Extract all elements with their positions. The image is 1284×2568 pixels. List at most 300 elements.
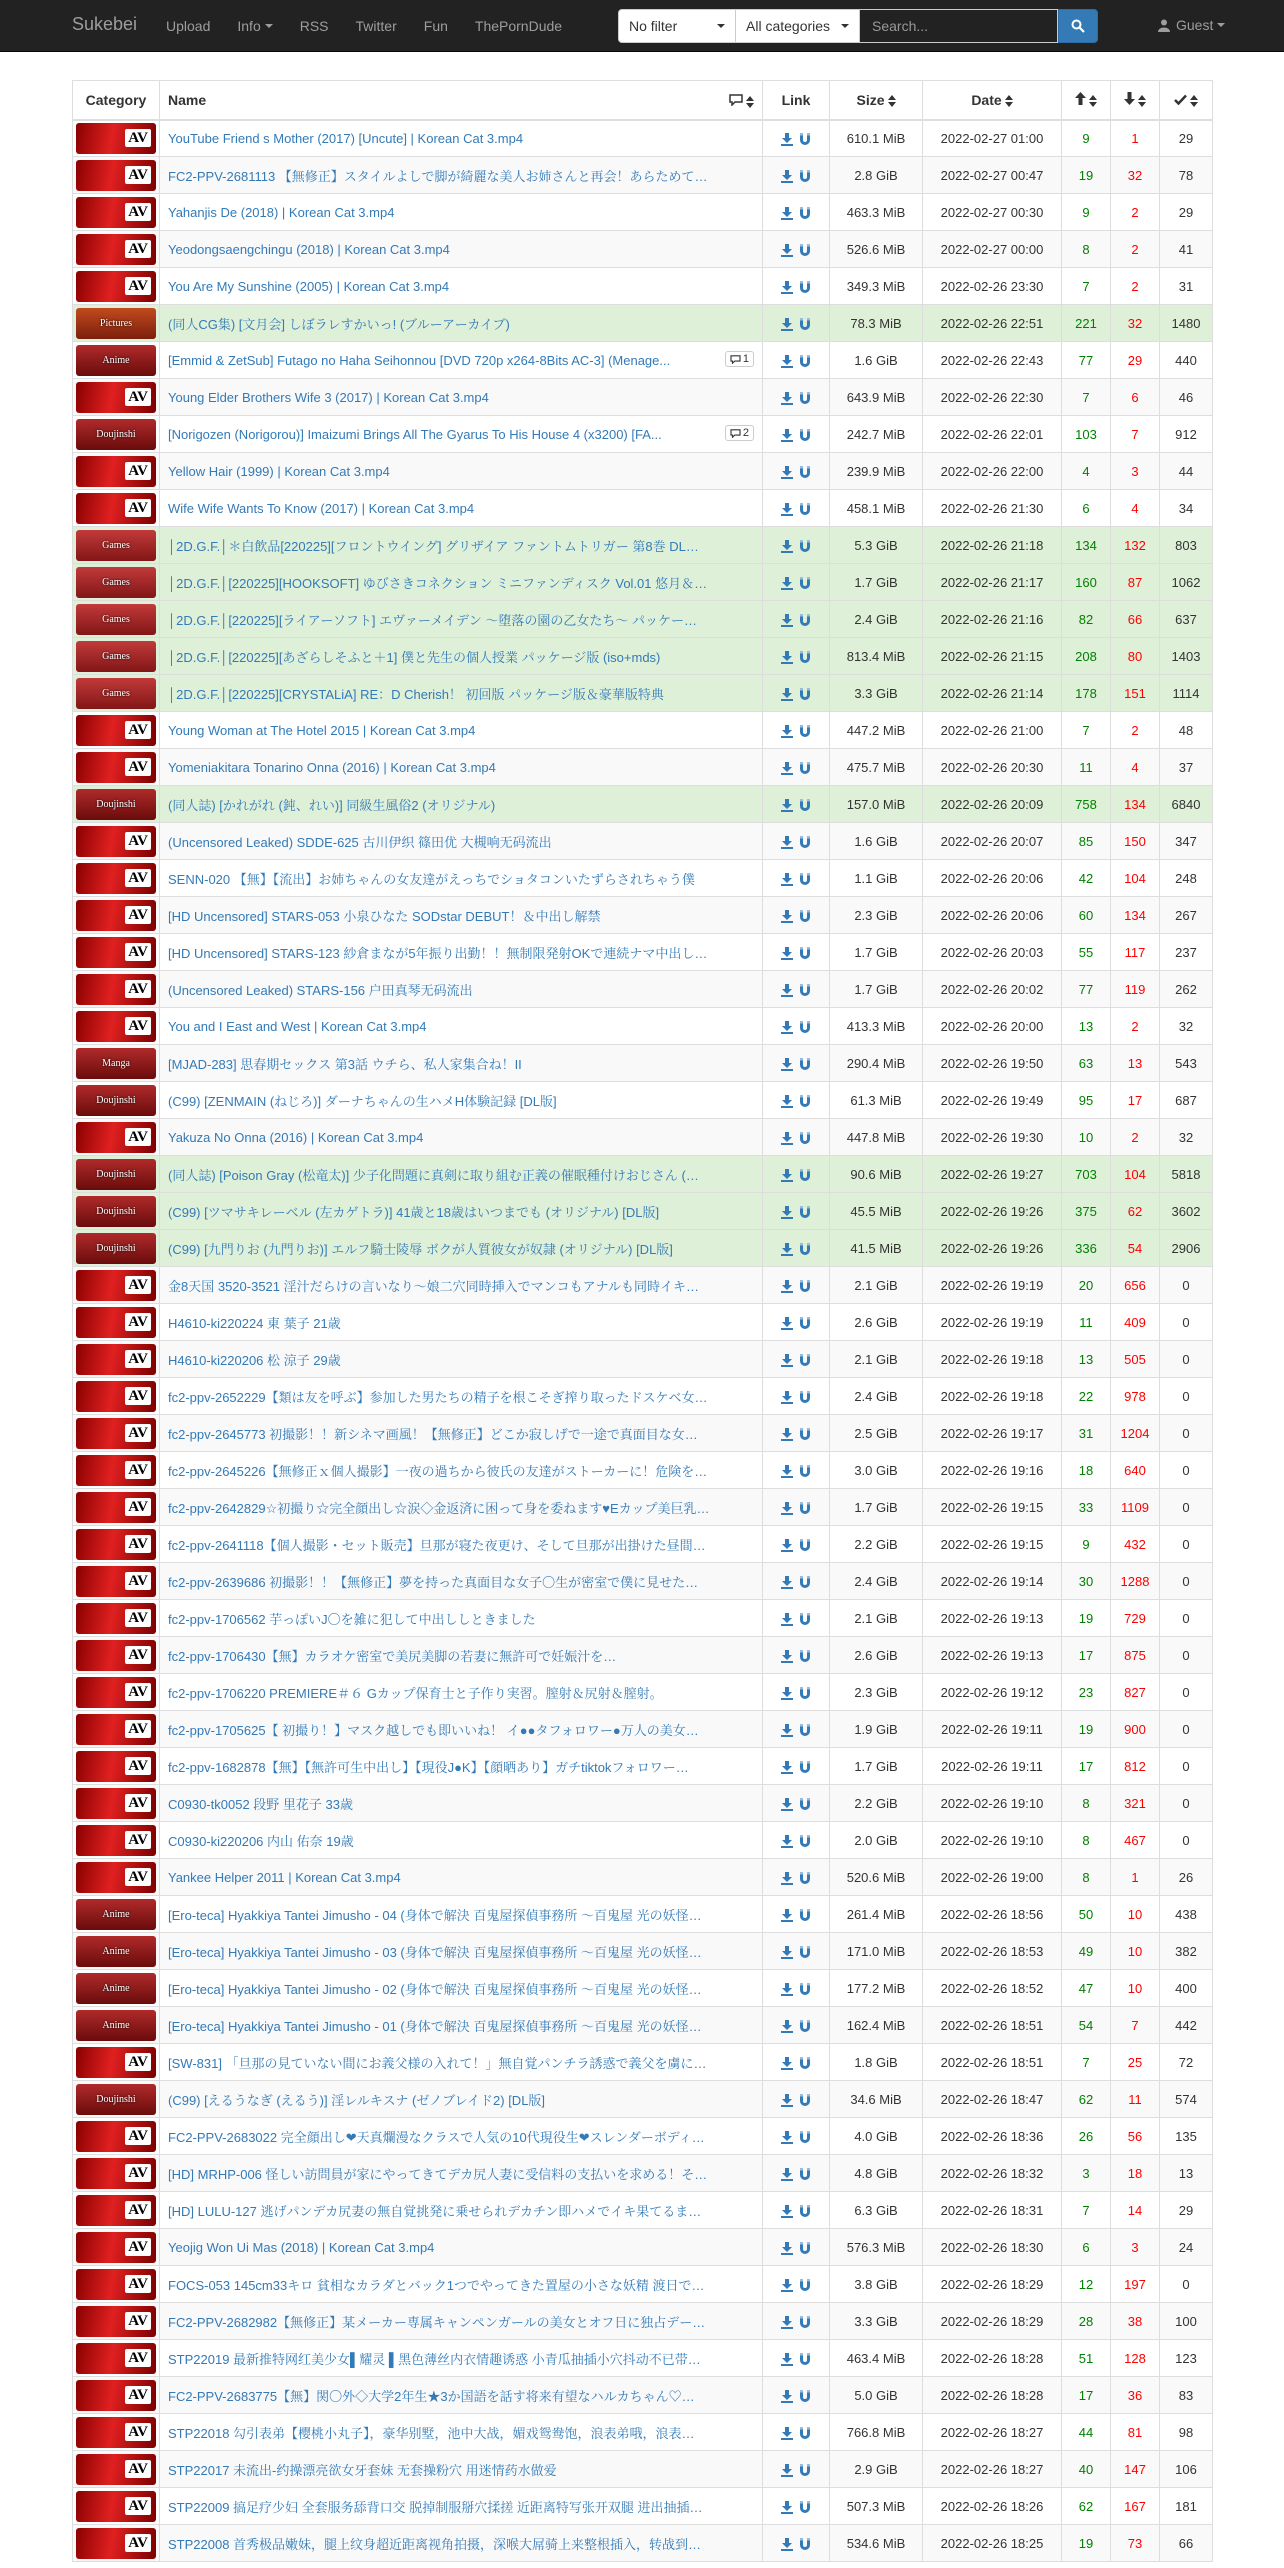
magnet-icon[interactable]: [799, 2501, 811, 2514]
category-badge[interactable]: [76, 456, 156, 487]
category-badge[interactable]: [76, 160, 156, 191]
nav-rss[interactable]: RSS: [299, 18, 329, 34]
category-badge[interactable]: [76, 974, 156, 1005]
category-badge[interactable]: [76, 1640, 156, 1671]
download-icon[interactable]: [781, 651, 793, 664]
category-badge[interactable]: [76, 1159, 156, 1190]
download-icon[interactable]: [781, 725, 793, 738]
torrent-name-link[interactable]: │2D.G.F.│＊白飲品[220225][フロントウイング] グリザイア ファントムトリガー 第8巻 DL…: [168, 538, 699, 554]
download-icon[interactable]: [781, 207, 793, 220]
completed-cell: 912: [1160, 416, 1213, 453]
torrent-name-link[interactable]: STP22009 搞足疗少妇 全套服务舔背口交 脱掉制服掰穴揉搓 近距离特写张开双腿 进出抽插…: [168, 2499, 703, 2515]
category-badge[interactable]: [76, 2306, 156, 2337]
download-icon[interactable]: [781, 2131, 793, 2144]
magnet-icon[interactable]: [799, 1465, 811, 1478]
category-badge[interactable]: [76, 2195, 156, 2226]
download-icon[interactable]: [781, 762, 793, 775]
category-badge[interactable]: [76, 2047, 156, 2078]
header-completed[interactable]: [1160, 81, 1213, 120]
comment-sort[interactable]: [729, 93, 754, 109]
category-badge[interactable]: [76, 1011, 156, 1042]
download-icon[interactable]: [781, 133, 793, 146]
comments-badge[interactable]: [725, 351, 754, 367]
header-seeders[interactable]: [1062, 81, 1111, 120]
download-icon[interactable]: [781, 281, 793, 294]
category-badge[interactable]: [76, 1936, 156, 1967]
category-badge[interactable]: [76, 1270, 156, 1301]
torrent-name-link[interactable]: FC2-PPV-2683022 完全顔出し❤天真爛漫なクラスで人気の10代現役生❤スレンダーボディ…: [168, 2129, 705, 2145]
magnet-icon[interactable]: [799, 651, 811, 664]
torrent-name-link[interactable]: [Ero-teca] Hyakkiya Tantei Jimusho - 03 (身体で解決 百鬼屋探偵事務所 ～百鬼屋 光の妖怪…: [168, 1944, 702, 1960]
torrent-name-link[interactable]: FOCS-053 145cm33キロ 貧相なカラダとバック1つでやってきた置屋の小さな妖精 渡日で…: [168, 2277, 705, 2293]
category-badge[interactable]: [76, 1344, 156, 1375]
category-badge[interactable]: [76, 863, 156, 894]
torrent-name-link[interactable]: [Ero-teca] Hyakkiya Tantei Jimusho - 01 (身体で解決 百鬼屋探偵事務所 ～百鬼屋 光の妖怪…: [168, 2018, 702, 2034]
magnet-icon[interactable]: [799, 2131, 811, 2144]
download-icon[interactable]: [781, 688, 793, 701]
magnet-icon[interactable]: [799, 2057, 811, 2070]
download-icon[interactable]: [781, 2316, 793, 2329]
category-badge[interactable]: [76, 419, 156, 450]
download-icon[interactable]: [781, 540, 793, 553]
torrent-name-link[interactable]: fc2-ppv-2645226【無修正ｘ個人撮影】一夜の過ちから彼氏の友達がストーカーに！危険を…: [168, 1463, 708, 1479]
category-badge[interactable]: [76, 2010, 156, 2041]
torrent-name-link[interactable]: Wife Wife Wants To Know (2017) | Korean Cat 3.mp4: [168, 500, 475, 516]
category-badge[interactable]: [76, 234, 156, 265]
size-cell: 3.8 GiB: [830, 2266, 923, 2303]
download-icon[interactable]: [781, 1206, 793, 1219]
download-icon[interactable]: [781, 1465, 793, 1478]
category-badge[interactable]: [76, 1862, 156, 1893]
torrent-name-link[interactable]: │2D.G.F.│[220225][CRYSTALiA] RE：D Cherish！ 初回版 パッケージ版＆豪華版特典: [168, 686, 664, 702]
brand-logo[interactable]: Sukebei: [72, 14, 138, 34]
user-menu[interactable]: [1158, 17, 1225, 33]
torrent-name-link[interactable]: fc2-ppv-1706220 PREMIERE＃６ Gカップ保育士と子作り実習。膣射＆尻射＆膣射。: [168, 1685, 663, 1701]
download-icon[interactable]: [781, 1613, 793, 1626]
magnet-icon[interactable]: [799, 2316, 811, 2329]
download-icon[interactable]: [781, 2390, 793, 2403]
magnet-icon[interactable]: [799, 1909, 811, 1922]
download-icon[interactable]: [781, 1132, 793, 1145]
magnet-icon[interactable]: [799, 1354, 811, 1367]
download-icon[interactable]: [781, 244, 793, 257]
link-cell: [763, 1304, 830, 1341]
header-leechers[interactable]: [1111, 81, 1160, 120]
magnet-icon[interactable]: [799, 2168, 811, 2181]
magnet-icon[interactable]: [799, 688, 811, 701]
magnet-icon[interactable]: [799, 614, 811, 627]
magnet-icon[interactable]: [799, 1983, 811, 1996]
download-icon[interactable]: [781, 577, 793, 590]
category-badge[interactable]: [76, 2158, 156, 2189]
category-badge[interactable]: [76, 2343, 156, 2374]
category-badge[interactable]: [76, 752, 156, 783]
torrent-name-link[interactable]: You Are My Sunshine (2005) | Korean Cat 3.mp4: [168, 278, 450, 294]
magnet-icon[interactable]: [799, 799, 811, 812]
category-badge[interactable]: [76, 1048, 156, 1079]
magnet-icon[interactable]: [799, 355, 811, 368]
torrent-name-link[interactable]: FC2-PPV-2682982【無修正】某メーカー専属キャンペンガールの美女とオフ日に独占デー…: [168, 2314, 706, 2330]
category-badge[interactable]: [76, 123, 156, 154]
download-icon[interactable]: [781, 1391, 793, 1404]
download-icon[interactable]: [781, 2094, 793, 2107]
torrent-name-link[interactable]: (C99) [ツマサキレーベル (左カゲトラ)] 41歳と18歳はいつまでも (オリジナル) [DL版]: [168, 1204, 660, 1220]
magnet-icon[interactable]: [799, 873, 811, 886]
category-badge[interactable]: [76, 1603, 156, 1634]
category-badge[interactable]: [76, 2417, 156, 2448]
download-icon[interactable]: [781, 1169, 793, 1182]
download-icon[interactable]: [781, 1946, 793, 1959]
category-badge[interactable]: [76, 2491, 156, 2522]
torrent-name-link[interactable]: [Emmid & ZetSub] Futago no Haha Seihonnou [DVD 720p x264-8Bits AC-3] (Menage...: [168, 352, 671, 368]
torrent-name-link[interactable]: 金8天国 3520-3521 淫汁だらけの言いなり～娘二穴同時挿入でマンコもアナルも同時イキ…: [168, 1278, 699, 1294]
leechers-cell: 1204: [1111, 1415, 1160, 1452]
torrent-name-link[interactable]: YouTube Friend s Mother (2017) [Uncute] | Korean Cat 3.mp4: [168, 130, 524, 146]
magnet-icon[interactable]: [799, 1650, 811, 1663]
category-badge[interactable]: [76, 1566, 156, 1597]
download-icon[interactable]: [781, 836, 793, 849]
category-badge[interactable]: [76, 567, 156, 598]
torrent-name-link[interactable]: C0930-tk0052 段野 里花子 33歳: [168, 1796, 353, 1812]
magnet-icon[interactable]: [799, 170, 811, 183]
magnet-icon[interactable]: [799, 1391, 811, 1404]
download-icon[interactable]: [781, 1021, 793, 1034]
torrent-name-link[interactable]: fc2-ppv-2652229【類は友を呼ぶ】参加した男たちの精子を根こそぎ搾り取ったドスケベ女…: [168, 1389, 708, 1405]
completed-cell: 0: [1160, 1267, 1213, 1304]
torrent-name-link[interactable]: Yeojig Won Ui Mas (2018) | Korean Cat 3.mp4: [168, 2239, 435, 2255]
category-badge[interactable]: [76, 2454, 156, 2485]
torrent-name-link[interactable]: (同人誌) [かれがれ (鈍、れい)] 同級生風俗2 (オリジナル): [168, 797, 496, 813]
download-icon[interactable]: [781, 1539, 793, 1552]
category-badge[interactable]: [76, 308, 156, 339]
search-input[interactable]: Search...: [860, 9, 1058, 43]
magnet-icon[interactable]: [799, 244, 811, 257]
torrent-name-link[interactable]: STP22008 首秀极品嫩妹，腿上纹身超近距离视角拍摄，深喉大屌骑上来整根插入，转战到…: [168, 2536, 702, 2552]
download-icon[interactable]: [781, 1687, 793, 1700]
filter-select[interactable]: [618, 9, 736, 43]
torrent-name-link[interactable]: [HD Uncensored] STARS-123 紗倉まなが5年振り出勤！！無制限発射OKで連続ナマ中出し…: [168, 945, 708, 961]
magnet-icon[interactable]: [799, 2205, 811, 2218]
download-icon[interactable]: [781, 873, 793, 886]
category-badge[interactable]: [76, 1196, 156, 1227]
torrent-name-link[interactable]: C0930-ki220206 内山 佑奈 19歳: [168, 1833, 354, 1849]
torrent-name-link[interactable]: fc2-ppv-2642829☆初撮り☆完全顔出し☆涙◇金返済に困って身を委ねます♥Eカップ美巨乳…: [168, 1500, 710, 1516]
magnet-icon[interactable]: [799, 1539, 811, 1552]
magnet-icon[interactable]: [799, 540, 811, 553]
category-badge[interactable]: [76, 2084, 156, 2115]
magnet-icon[interactable]: [799, 1132, 811, 1145]
category-badge[interactable]: [76, 2121, 156, 2152]
magnet-icon[interactable]: [799, 1243, 811, 1256]
torrent-name-link[interactable]: fc2-ppv-1706430【無】カラオケ密室で美尻美脚の若妻に無許可で妊娠汁を…: [168, 1648, 617, 1664]
download-icon[interactable]: [781, 503, 793, 516]
category-badge[interactable]: [76, 197, 156, 228]
torrent-name-link[interactable]: FC2-PPV-2683775【無】関〇外◇大学2年生★3か国語を話す将来有望なハルカちゃん♡…: [168, 2388, 695, 2404]
download-icon[interactable]: [781, 1354, 793, 1367]
magnet-icon[interactable]: [799, 429, 811, 442]
header-date[interactable]: [923, 81, 1062, 120]
download-icon[interactable]: [781, 1280, 793, 1293]
magnet-icon[interactable]: [799, 577, 811, 590]
torrent-name-link[interactable]: Yeodongsaengchingu (2018) | Korean Cat 3.mp4: [168, 241, 450, 257]
download-icon[interactable]: [781, 1650, 793, 1663]
torrent-name-link[interactable]: SENN-020 【無】【流出】お姉ちゃんの女友達がえっちでショタコンいたずらされちゃう僕: [168, 871, 695, 887]
comments-badge[interactable]: [725, 425, 754, 441]
torrent-name-link[interactable]: STP22018 勾引表弟【樱桃小丸子】，豪华别墅，池中大战，媚戏鸳鸯饱，浪表弟哦，浪表…: [168, 2425, 695, 2441]
torrent-name-link[interactable]: [SW-831] 「旦那の見ていない間にお義父様の入れて！」無自覚パンチラ誘惑で義父を虜に…: [168, 2055, 707, 2071]
magnet-icon[interactable]: [799, 836, 811, 849]
magnet-icon[interactable]: [799, 947, 811, 960]
category-badge[interactable]: [76, 1307, 156, 1338]
torrent-name-link[interactable]: You and I East and West | Korean Cat 3.mp4: [168, 1018, 427, 1034]
torrent-name-link[interactable]: FC2-PPV-2681113 【無修正】スタイルよしで脚が綺麗な美人お姉さんと再会！あらためて…: [168, 168, 708, 184]
magnet-icon[interactable]: [799, 1502, 811, 1515]
torrent-name-link[interactable]: [Norigozen (Norigorou)] Imaizumi Brings All The Gyarus To His House 4 (x3200) [FA...: [168, 426, 662, 442]
download-icon[interactable]: [781, 1576, 793, 1589]
magnet-icon[interactable]: [799, 2020, 811, 2033]
download-icon[interactable]: [781, 614, 793, 627]
download-icon[interactable]: [781, 2057, 793, 2070]
download-icon[interactable]: [781, 1872, 793, 1885]
magnet-icon[interactable]: [799, 1835, 811, 1848]
magnet-icon[interactable]: [799, 2279, 811, 2292]
category-badge[interactable]: [76, 826, 156, 857]
nav-twitter[interactable]: Twitter: [355, 18, 397, 34]
magnet-icon[interactable]: [799, 1169, 811, 1182]
link-cell: [763, 1415, 830, 1452]
magnet-icon[interactable]: [799, 1095, 811, 1108]
torrent-name-link[interactable]: (Uncensored Leaked) STARS-156 户田真琴无码流出: [168, 982, 473, 998]
magnet-icon[interactable]: [799, 318, 811, 331]
category-badge[interactable]: [76, 715, 156, 746]
category-badge[interactable]: [76, 1899, 156, 1930]
category-badge[interactable]: [76, 900, 156, 931]
download-icon[interactable]: [781, 2205, 793, 2218]
download-icon[interactable]: [781, 355, 793, 368]
download-icon[interactable]: [781, 2020, 793, 2033]
seeders-cell: 8: [1062, 1785, 1111, 1822]
name-cell: [160, 2266, 763, 2303]
category-badge[interactable]: [76, 604, 156, 635]
magnet-icon[interactable]: [799, 1687, 811, 1700]
magnet-icon[interactable]: [799, 2242, 811, 2255]
magnet-icon[interactable]: [799, 392, 811, 405]
magnet-icon[interactable]: [799, 1428, 811, 1441]
name-cell: [160, 675, 763, 712]
torrent-name-link[interactable]: Yahanjis De (2018) | Korean Cat 3.mp4: [168, 204, 395, 220]
magnet-icon[interactable]: [799, 1317, 811, 1330]
magnet-icon[interactable]: [799, 2427, 811, 2440]
torrent-name-link[interactable]: (C99) [九門りお (九門りお)] エルフ騎士陵辱 ボクが人質彼女が奴隷 (オリジナル) [DL版]: [168, 1241, 673, 1257]
magnet-icon[interactable]: [799, 2094, 811, 2107]
torrent-name-link[interactable]: Young Elder Brothers Wife 3 (2017) | Korean Cat 3.mp4: [168, 389, 489, 405]
torrent-name-link[interactable]: [Ero-teca] Hyakkiya Tantei Jimusho - 02 (身体で解決 百鬼屋探偵事務所 ～百鬼屋 光の妖怪…: [168, 1981, 702, 1997]
category-badge[interactable]: [76, 493, 156, 524]
nav-theporndude[interactable]: ThePornDude: [474, 18, 563, 34]
download-icon[interactable]: [781, 910, 793, 923]
download-icon[interactable]: [781, 984, 793, 997]
torrent-name-link[interactable]: Yankee Helper 2011 | Korean Cat 3.mp4: [168, 1869, 401, 1885]
category-badge[interactable]: [76, 345, 156, 376]
download-icon[interactable]: [781, 466, 793, 479]
category-badge[interactable]: [76, 382, 156, 413]
torrent-name-link[interactable]: [HD] LULU-127 逃げパンデカ尻妻の無自覚挑発に乗せられデカチン即ハメでイキ果てるま…: [168, 2203, 702, 2219]
magnet-icon[interactable]: [799, 1872, 811, 1885]
torrent-name-link[interactable]: H4610-ki220206 松 涼子 29歳: [168, 1352, 341, 1368]
download-icon[interactable]: [781, 170, 793, 183]
torrent-name-link[interactable]: (C99) [えるうなぎ (えるう)] 淫レルキスナ (ゼノブレイド2) [DL版]: [168, 2092, 546, 2108]
torrent-name-link[interactable]: Yomeniakitara Tonarino Onna (2016) | Korean Cat 3.mp4: [168, 759, 496, 775]
magnet-icon[interactable]: [799, 1724, 811, 1737]
link-cell: [763, 1896, 830, 1933]
torrent-name-link[interactable]: (同人誌) [Poison Gray (松竜太)] 少子化問題に真剣に取り組む正義の催眠種付けおじさん (…: [168, 1167, 699, 1183]
magnet-icon[interactable]: [799, 1946, 811, 1959]
magnet-icon[interactable]: [799, 1021, 811, 1034]
torrent-name-link[interactable]: fc2-ppv-2645773 初撮影！！新シネマ画風！【無修正】どこか寂しげで一途で真面目な女…: [168, 1426, 698, 1442]
nav-fun[interactable]: Fun: [423, 18, 448, 34]
category-badge[interactable]: [76, 1825, 156, 1856]
torrent-name-link[interactable]: STP22019 最新推特网红美少女▌耀灵 ▌黑色薄丝内衣情趣诱惑 小青瓜抽插小穴抖动不已带…: [168, 2351, 701, 2367]
search-button[interactable]: [1058, 9, 1098, 43]
magnet-icon[interactable]: [799, 133, 811, 146]
magnet-icon[interactable]: [799, 503, 811, 516]
torrent-name-link[interactable]: fc2-ppv-1706562 芋っぽいJ〇を雑に犯して中出ししときました: [168, 1611, 536, 1627]
download-icon[interactable]: [781, 1428, 793, 1441]
torrent-name-link[interactable]: Yellow Hair (1999) | Korean Cat 3.mp4: [168, 463, 390, 479]
category-badge[interactable]: [76, 2232, 156, 2263]
torrent-name-link[interactable]: (Uncensored Leaked) SDDE-625 古川伊织 篠田优 大槻响无码流出: [168, 834, 552, 850]
category-cell: [73, 1896, 160, 1933]
category-badge[interactable]: [76, 2269, 156, 2300]
download-icon[interactable]: [781, 2353, 793, 2366]
category-badge[interactable]: [76, 1381, 156, 1412]
magnet-icon[interactable]: [799, 984, 811, 997]
category-badge[interactable]: [76, 1492, 156, 1523]
download-icon[interactable]: [781, 1243, 793, 1256]
category-badge[interactable]: [76, 1529, 156, 1560]
download-icon[interactable]: [781, 2501, 793, 2514]
download-icon[interactable]: [781, 2279, 793, 2292]
download-icon[interactable]: [781, 1317, 793, 1330]
category-badge[interactable]: [76, 678, 156, 709]
download-icon[interactable]: [781, 1798, 793, 1811]
category-badge[interactable]: [76, 271, 156, 302]
torrent-name-link[interactable]: H4610-ki220224 東 葉子 21歳: [168, 1315, 341, 1331]
magnet-icon[interactable]: [799, 910, 811, 923]
category-badge[interactable]: [76, 1085, 156, 1116]
torrent-name-link[interactable]: [HD] MRHP-006 怪しい訪問員が家にやってきてデカ尻人妻に受信料の支払いを求める！そ…: [168, 2166, 708, 2182]
download-icon[interactable]: [781, 1983, 793, 1996]
header-name[interactable]: [160, 81, 763, 120]
category-badge[interactable]: [76, 1788, 156, 1819]
category-badge[interactable]: [76, 1973, 156, 2004]
size-cell: 2.3 GiB: [830, 897, 923, 934]
magnet-icon[interactable]: [799, 281, 811, 294]
magnet-icon[interactable]: [799, 2464, 811, 2477]
torrent-name-link[interactable]: STP22017 未流出-约操漂亮欲女牙套妹 无套操粉穴 用迷情药水做爱: [168, 2462, 557, 2478]
torrent-name-link[interactable]: [MJAD-283] 思春期セックス 第3話 ウチら、私人家集合ね！II: [168, 1056, 522, 1072]
download-icon[interactable]: [781, 2427, 793, 2440]
nav-upload[interactable]: Upload: [166, 18, 211, 34]
download-icon[interactable]: [781, 1909, 793, 1922]
category-badge[interactable]: [76, 1751, 156, 1782]
download-icon[interactable]: [781, 1502, 793, 1515]
date-cell: 2022-02-26 18:47: [923, 2081, 1062, 2118]
category-badge[interactable]: [76, 1714, 156, 1745]
header-size[interactable]: [830, 81, 923, 120]
torrent-name-link[interactable]: [HD Uncensored] STARS-053 小泉ひなた SODstar DEBUT！＆中出し解禁: [168, 908, 601, 924]
torrent-name-link[interactable]: fc2-ppv-2641118【個人撮影・セット販売】旦那が寝た夜更け、そして旦那が出掛けた昼間…: [168, 1537, 706, 1553]
download-icon[interactable]: [781, 1835, 793, 1848]
magnet-icon[interactable]: [799, 207, 811, 220]
download-icon[interactable]: [781, 2538, 793, 2551]
completed-cell: 1480: [1160, 305, 1213, 342]
download-icon[interactable]: [781, 1724, 793, 1737]
download-icon[interactable]: [781, 1058, 793, 1071]
download-icon[interactable]: [781, 318, 793, 331]
category-badge[interactable]: [76, 1418, 156, 1449]
torrent-name-link[interactable]: (C99) [ZENMAIN (ねじろ)] ダーナちゃんの生ハメH体験記録 [DL版]: [168, 1093, 557, 1109]
category-badge[interactable]: [76, 789, 156, 820]
category-badge[interactable]: [76, 1122, 156, 1153]
magnet-icon[interactable]: [799, 1206, 811, 1219]
download-icon[interactable]: [781, 2242, 793, 2255]
download-icon[interactable]: [781, 799, 793, 812]
category-select[interactable]: [736, 9, 860, 43]
magnet-icon[interactable]: [799, 1761, 811, 1774]
torrent-name-link[interactable]: Young Woman at The Hotel 2015 | Korean Cat 3.mp4: [168, 722, 476, 738]
category-badge[interactable]: [76, 1677, 156, 1708]
magnet-icon[interactable]: [799, 1798, 811, 1811]
torrent-name-link[interactable]: Yakuza No Onna (2016) | Korean Cat 3.mp4: [168, 1129, 424, 1145]
magnet-icon[interactable]: [799, 762, 811, 775]
torrent-name-link[interactable]: fc2-ppv-2639686 初撮影！！【無修正】夢を持った真面目な女子〇生が密室で僕に見せた…: [168, 1574, 699, 1590]
nav-info[interactable]: [237, 18, 272, 34]
magnet-icon[interactable]: [799, 2390, 811, 2403]
download-icon[interactable]: [781, 392, 793, 405]
magnet-icon[interactable]: [799, 1576, 811, 1589]
magnet-icon[interactable]: [799, 2538, 811, 2551]
download-icon[interactable]: [781, 1761, 793, 1774]
torrent-name-link[interactable]: fc2-ppv-1682878【無】【無許可生中出し】【現役J●K】【顔晒あり】ガチtiktokフォロワー…: [168, 1759, 689, 1775]
torrent-name-link[interactable]: │2D.G.F.│[220225][ライアーソフト] エヴァーメイデン ～堕落の園の乙女たち～ パッケー…: [168, 612, 697, 628]
category-badge[interactable]: [76, 2380, 156, 2411]
download-icon[interactable]: [781, 947, 793, 960]
download-icon[interactable]: [781, 429, 793, 442]
download-icon[interactable]: [781, 2464, 793, 2477]
magnet-icon[interactable]: [799, 466, 811, 479]
magnet-icon[interactable]: [799, 2353, 811, 2366]
torrent-name-link[interactable]: (同人CG集) [文月会] しぼラレすかいっ! (ブルーアーカイブ): [168, 316, 510, 332]
torrent-name-link[interactable]: [Ero-teca] Hyakkiya Tantei Jimusho - 04 (身体で解決 百鬼屋探偵事務所 ～百鬼屋 光の妖怪…: [168, 1907, 702, 1923]
category-badge[interactable]: [76, 2528, 156, 2559]
category-badge[interactable]: [76, 1455, 156, 1486]
category-badge[interactable]: [76, 1233, 156, 1264]
magnet-icon[interactable]: [799, 1058, 811, 1071]
torrent-name-link[interactable]: fc2-ppv-1705625【 初撮り！】マスク越しでも即いいね！ イ●●タフォロワー●万人の美女…: [168, 1722, 699, 1738]
magnet-icon[interactable]: [799, 1613, 811, 1626]
download-icon[interactable]: [781, 2168, 793, 2181]
torrent-name-link[interactable]: │2D.G.F.│[220225][あざらしそふと＋1] 僕と先生の個人授業 パッケージ版 (iso+mds): [168, 649, 661, 665]
category-badge[interactable]: [76, 937, 156, 968]
category-badge[interactable]: [76, 641, 156, 672]
download-icon[interactable]: [781, 1095, 793, 1108]
category-badge[interactable]: [76, 530, 156, 561]
torrent-name-link[interactable]: │2D.G.F.│[220225][HOOKSOFT] ゆびさきコネクション ミニファンディスク Vol.01 悠月＆…: [168, 575, 708, 591]
magnet-icon[interactable]: [799, 725, 811, 738]
category-label: AV: [125, 1424, 151, 1442]
magnet-icon[interactable]: [799, 1280, 811, 1293]
